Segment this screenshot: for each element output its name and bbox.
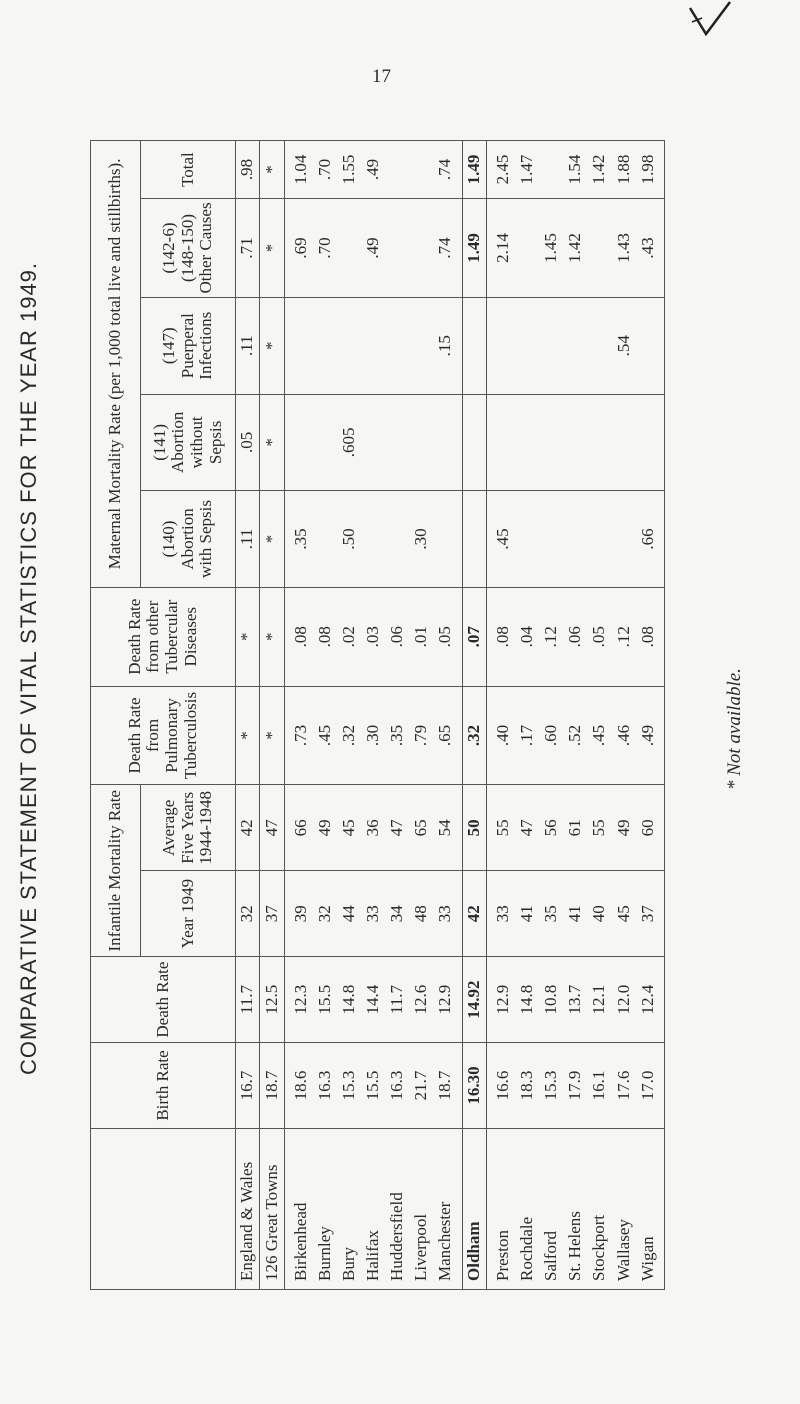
abortion-sepsis-list — [284, 491, 462, 588]
list-value — [385, 494, 409, 584]
header-death-rate: Death Rate — [91, 957, 236, 1043]
list-value: 1.54 — [565, 154, 585, 185]
list-value: 49 — [314, 819, 334, 837]
list-value: .50 — [338, 528, 358, 550]
list-value: 65 — [411, 819, 431, 837]
list-value: 1.42 — [589, 154, 609, 185]
infant-year: 32 — [236, 871, 260, 957]
abortion-sepsis: .11 — [236, 491, 260, 588]
infant-average: 50 — [462, 785, 486, 871]
list-value: Bury — [338, 1247, 358, 1281]
infant-year-list — [486, 871, 664, 957]
total: * — [260, 141, 284, 199]
birth-rate: 18.7 — [260, 1043, 284, 1129]
list-value — [433, 494, 457, 584]
list-value: St. Helens — [565, 1211, 585, 1281]
list-value: 1.45 — [541, 233, 561, 263]
other-tb-rate: * — [260, 587, 284, 686]
list-value — [539, 398, 563, 488]
list-value: .06 — [387, 626, 407, 648]
header-infantile: Infantile Mortality Rate — [91, 785, 141, 957]
list-value: .35 — [387, 724, 407, 747]
list-value: .40 — [492, 724, 512, 747]
other-causes: .71 — [236, 199, 260, 298]
puerperal-list — [486, 297, 664, 394]
birth-rate: 16.30 — [462, 1043, 486, 1129]
list-value: 1.42 — [565, 233, 585, 263]
list-value: Salford — [541, 1230, 561, 1281]
list-value: 15.5 — [362, 1070, 382, 1101]
row-england — [236, 141, 260, 1290]
header-puerperal: (147) Puerperal Infections — [141, 297, 236, 394]
row-great-towns — [260, 141, 284, 1290]
list-value — [636, 398, 660, 488]
list-value: .74 — [435, 158, 455, 181]
list-value: 56 — [541, 819, 561, 837]
statistics-table-container — [90, 140, 665, 1290]
list-value — [636, 301, 660, 391]
pulmonary-rate-list — [284, 686, 462, 785]
list-value — [433, 398, 457, 488]
other-causes: * — [260, 199, 284, 298]
list-value: 41 — [565, 905, 585, 923]
row-oldham — [462, 141, 486, 1290]
list-value — [313, 301, 337, 391]
infant-average: 47 — [260, 785, 284, 871]
area-name: Oldham — [462, 1128, 486, 1289]
list-value: 1.98 — [637, 154, 657, 185]
list-value — [313, 494, 337, 584]
list-value: 12.6 — [411, 984, 431, 1015]
vital-statistics-table — [90, 140, 665, 1290]
list-value: .46 — [613, 724, 633, 747]
other-causes: 1.49 — [462, 199, 486, 298]
list-value: 12.4 — [637, 984, 657, 1015]
birth-rate: 16.7 — [236, 1043, 260, 1129]
list-value: 44 — [338, 905, 358, 923]
header-abortion-without: (141) Abortion without Sepsis — [141, 394, 236, 491]
list-value: 1.55 — [338, 154, 358, 185]
list-value: .49 — [637, 724, 657, 747]
list-value — [491, 301, 515, 391]
list-value: 45 — [613, 905, 633, 923]
total: 1.49 — [462, 141, 486, 199]
list-value: 47 — [517, 819, 537, 837]
puerperal — [462, 297, 486, 394]
list-value: .02 — [338, 626, 358, 648]
list-value — [385, 144, 409, 195]
abortion-without: .05 — [236, 394, 260, 491]
list-value: 45 — [338, 819, 358, 837]
list-value: .70 — [314, 237, 334, 259]
list-value — [515, 398, 539, 488]
list-value: 18.7 — [435, 1070, 455, 1101]
list-value: Burnley — [314, 1226, 334, 1281]
list-value — [539, 144, 563, 195]
list-value: 13.7 — [565, 984, 585, 1015]
infant-average-list — [284, 785, 462, 871]
list-value: .08 — [314, 626, 334, 648]
list-value: .54 — [613, 335, 633, 357]
list-value — [337, 301, 361, 391]
list-value: 60 — [637, 819, 657, 837]
list-value — [563, 398, 587, 488]
puerperal: .11 — [236, 297, 260, 394]
group-towns-b — [486, 141, 664, 1290]
list-value — [385, 202, 409, 294]
list-value: Rochdale — [517, 1216, 537, 1281]
other-causes-list — [486, 199, 664, 298]
other-causes-list — [284, 199, 462, 298]
list-value: 12.9 — [435, 984, 455, 1015]
list-value: .30 — [362, 724, 382, 747]
area-name: England & Wales — [236, 1128, 260, 1289]
list-value: .01 — [411, 626, 431, 648]
list-value: .30 — [411, 528, 431, 550]
list-value: 32 — [314, 905, 334, 923]
list-value: .35 — [290, 528, 310, 550]
list-value: .605 — [338, 427, 358, 458]
infant-average-list — [486, 785, 664, 871]
list-value: 10.8 — [541, 984, 561, 1015]
list-value: 55 — [589, 819, 609, 837]
death-rate: 11.7 — [236, 957, 260, 1043]
other-tb-rate-list — [284, 587, 462, 686]
list-value: 1.47 — [517, 154, 537, 185]
list-value: 66 — [290, 819, 310, 837]
list-value: Huddersfield — [387, 1192, 407, 1281]
list-value: 1.88 — [613, 154, 633, 185]
list-value: 61 — [565, 819, 585, 837]
list-value: 41 — [517, 905, 537, 923]
list-value — [563, 301, 587, 391]
area-name: 126 Great Towns — [260, 1128, 284, 1289]
list-value: .49 — [362, 158, 382, 181]
list-value — [515, 301, 539, 391]
list-value: .12 — [541, 626, 561, 648]
list-value — [289, 301, 313, 391]
list-value: .74 — [435, 237, 455, 259]
header-birth-rate: Birth Rate — [91, 1043, 236, 1129]
list-value — [337, 202, 361, 294]
list-value: .08 — [290, 626, 310, 648]
list-value — [539, 494, 563, 584]
puerperal: * — [260, 297, 284, 394]
birth-rate-list — [486, 1043, 664, 1129]
list-value: 14.4 — [362, 984, 382, 1015]
list-value: 33 — [435, 905, 455, 923]
list-value: 14.8 — [517, 984, 537, 1015]
death-rate-list — [284, 957, 462, 1043]
death-rate-list — [486, 957, 664, 1043]
infant-year: 37 — [260, 871, 284, 957]
list-value: 48 — [411, 905, 431, 923]
list-value: 17.9 — [565, 1070, 585, 1101]
list-value: Preston — [492, 1230, 512, 1281]
other-tb-rate: .07 — [462, 587, 486, 686]
other-tb-rate-list — [486, 587, 664, 686]
list-value — [515, 494, 539, 584]
list-value: .32 — [338, 724, 358, 747]
list-value: 14.8 — [338, 984, 358, 1015]
list-value: 12.1 — [589, 984, 609, 1015]
group-towns-a — [284, 141, 462, 1290]
list-value — [587, 202, 611, 294]
list-value: 15.5 — [314, 984, 334, 1015]
list-value: .04 — [517, 626, 537, 648]
header-year-1949: Year 1949 — [141, 871, 236, 957]
total: .98 — [236, 141, 260, 199]
death-rate: 12.5 — [260, 957, 284, 1043]
list-value: 39 — [290, 905, 310, 923]
list-value — [409, 398, 433, 488]
list-value: .08 — [637, 626, 657, 648]
list-value: .45 — [492, 528, 512, 550]
tick-mark — [678, 0, 738, 44]
list-value: Wallasey — [613, 1219, 633, 1281]
list-value: 11.7 — [387, 985, 407, 1015]
list-value: 1.43 — [613, 233, 633, 263]
list-value: .43 — [637, 237, 657, 259]
list-value: .05 — [589, 626, 609, 648]
list-value: Stockport — [589, 1214, 609, 1281]
list-value — [539, 301, 563, 391]
list-value: .06 — [565, 626, 585, 648]
total-list — [486, 141, 664, 199]
list-value — [361, 494, 385, 584]
list-value — [361, 301, 385, 391]
page-number: 17 — [372, 66, 391, 87]
list-value: 15.3 — [541, 1070, 561, 1101]
list-value: Manchester — [435, 1201, 455, 1281]
list-value: 21.7 — [411, 1070, 431, 1101]
pulmonary-rate-list — [486, 686, 664, 785]
list-value — [612, 398, 636, 488]
list-value: .12 — [613, 626, 633, 648]
list-value: Wigan — [637, 1236, 657, 1281]
death-rate: 14.92 — [462, 957, 486, 1043]
header-other-tb: Death Rate from other Tubercular Diseases — [91, 587, 236, 686]
list-value: 16.3 — [387, 1070, 407, 1101]
list-value: 1.04 — [290, 154, 310, 185]
infant-average: 42 — [236, 785, 260, 871]
list-value: Liverpool — [411, 1213, 431, 1281]
pulmonary-rate: * — [236, 686, 260, 785]
header-maternal: Maternal Mortality Rate (per 1,000 total live and stillbirths). — [91, 141, 141, 588]
list-value: .73 — [290, 724, 310, 747]
abortion-without: * — [260, 394, 284, 491]
other-tb-rate: * — [236, 587, 260, 686]
infant-year: 42 — [462, 871, 486, 957]
list-value — [515, 202, 539, 294]
list-value: .66 — [637, 528, 657, 550]
list-value: .70 — [314, 158, 334, 181]
puerperal-list — [284, 297, 462, 394]
list-value: Birkenhead — [290, 1202, 310, 1281]
list-value: .08 — [492, 626, 512, 648]
list-value: .17 — [517, 724, 537, 747]
list-value: .45 — [589, 724, 609, 747]
list-value — [409, 202, 433, 294]
list-value: 49 — [613, 819, 633, 837]
list-value: 16.1 — [589, 1070, 609, 1101]
list-value — [612, 494, 636, 584]
abortion-sepsis — [462, 491, 486, 588]
list-value: 17.0 — [637, 1070, 657, 1101]
list-value — [409, 301, 433, 391]
abortion-without-list — [486, 394, 664, 491]
list-value: 2.45 — [492, 154, 512, 185]
abortion-without — [462, 394, 486, 491]
list-value — [385, 398, 409, 488]
list-value: 33 — [362, 905, 382, 923]
abortion-without-list — [284, 394, 462, 491]
list-value: .60 — [541, 724, 561, 747]
list-value: 54 — [435, 819, 455, 837]
list-value: .65 — [435, 724, 455, 747]
list-value — [587, 301, 611, 391]
list-value: 12.3 — [290, 984, 310, 1015]
list-value: 34 — [387, 905, 407, 923]
list-value — [289, 398, 313, 488]
list-value: 12.9 — [492, 984, 512, 1015]
list-value: 47 — [387, 819, 407, 837]
list-value: .79 — [411, 724, 431, 747]
list-value: 33 — [492, 905, 512, 923]
list-value: 35 — [541, 905, 561, 923]
list-value: 2.14 — [492, 233, 512, 263]
abortion-sepsis-list — [486, 491, 664, 588]
list-value — [361, 398, 385, 488]
list-value — [385, 301, 409, 391]
list-value — [587, 494, 611, 584]
page-title: COMPARATIVE STATEMENT OF VITAL STATISTICS FOR THE YEAR 1949. — [16, 261, 41, 1075]
list-value: 16.6 — [492, 1070, 512, 1101]
list-value: 36 — [362, 819, 382, 837]
list-value: 17.6 — [613, 1070, 633, 1101]
list-value: .49 — [362, 237, 382, 259]
list-value: Halifax — [362, 1230, 382, 1281]
header-average: Average Five Years 1944-1948 — [141, 785, 236, 871]
pulmonary-rate: * — [260, 686, 284, 785]
birth-rate-list — [284, 1043, 462, 1129]
list-value: .52 — [565, 724, 585, 747]
list-value: .03 — [362, 626, 382, 648]
infant-year-list — [284, 871, 462, 957]
header-total: Total — [141, 141, 236, 199]
list-value: 37 — [637, 905, 657, 923]
header-area — [91, 1128, 236, 1289]
list-value — [313, 398, 337, 488]
list-value: .69 — [290, 237, 310, 259]
footnote: * Not available. — [724, 668, 745, 790]
header-abortion-sepsis: (140) Abortion with Sepsis — [141, 491, 236, 588]
header-pulmonary: Death Rate from Pulmonary Tuberculosis — [91, 686, 236, 785]
total-list — [284, 141, 462, 199]
pulmonary-rate: .32 — [462, 686, 486, 785]
list-value: .45 — [314, 724, 334, 747]
list-value: 15.3 — [338, 1070, 358, 1101]
area-list — [486, 1128, 664, 1289]
list-value: 55 — [492, 819, 512, 837]
list-value: 18.6 — [290, 1070, 310, 1101]
abortion-sepsis: * — [260, 491, 284, 588]
list-value: 40 — [589, 905, 609, 923]
list-value — [409, 144, 433, 195]
list-value: 18.3 — [517, 1070, 537, 1101]
area-list — [284, 1128, 462, 1289]
header-other-causes: (142-6) (148-150) Other Causes — [141, 199, 236, 298]
list-value — [491, 398, 515, 488]
list-value — [563, 494, 587, 584]
list-value: .05 — [435, 626, 455, 648]
list-value: 16.3 — [314, 1070, 334, 1101]
list-value: 12.0 — [613, 984, 633, 1015]
list-value: .15 — [435, 335, 455, 357]
list-value — [587, 398, 611, 488]
